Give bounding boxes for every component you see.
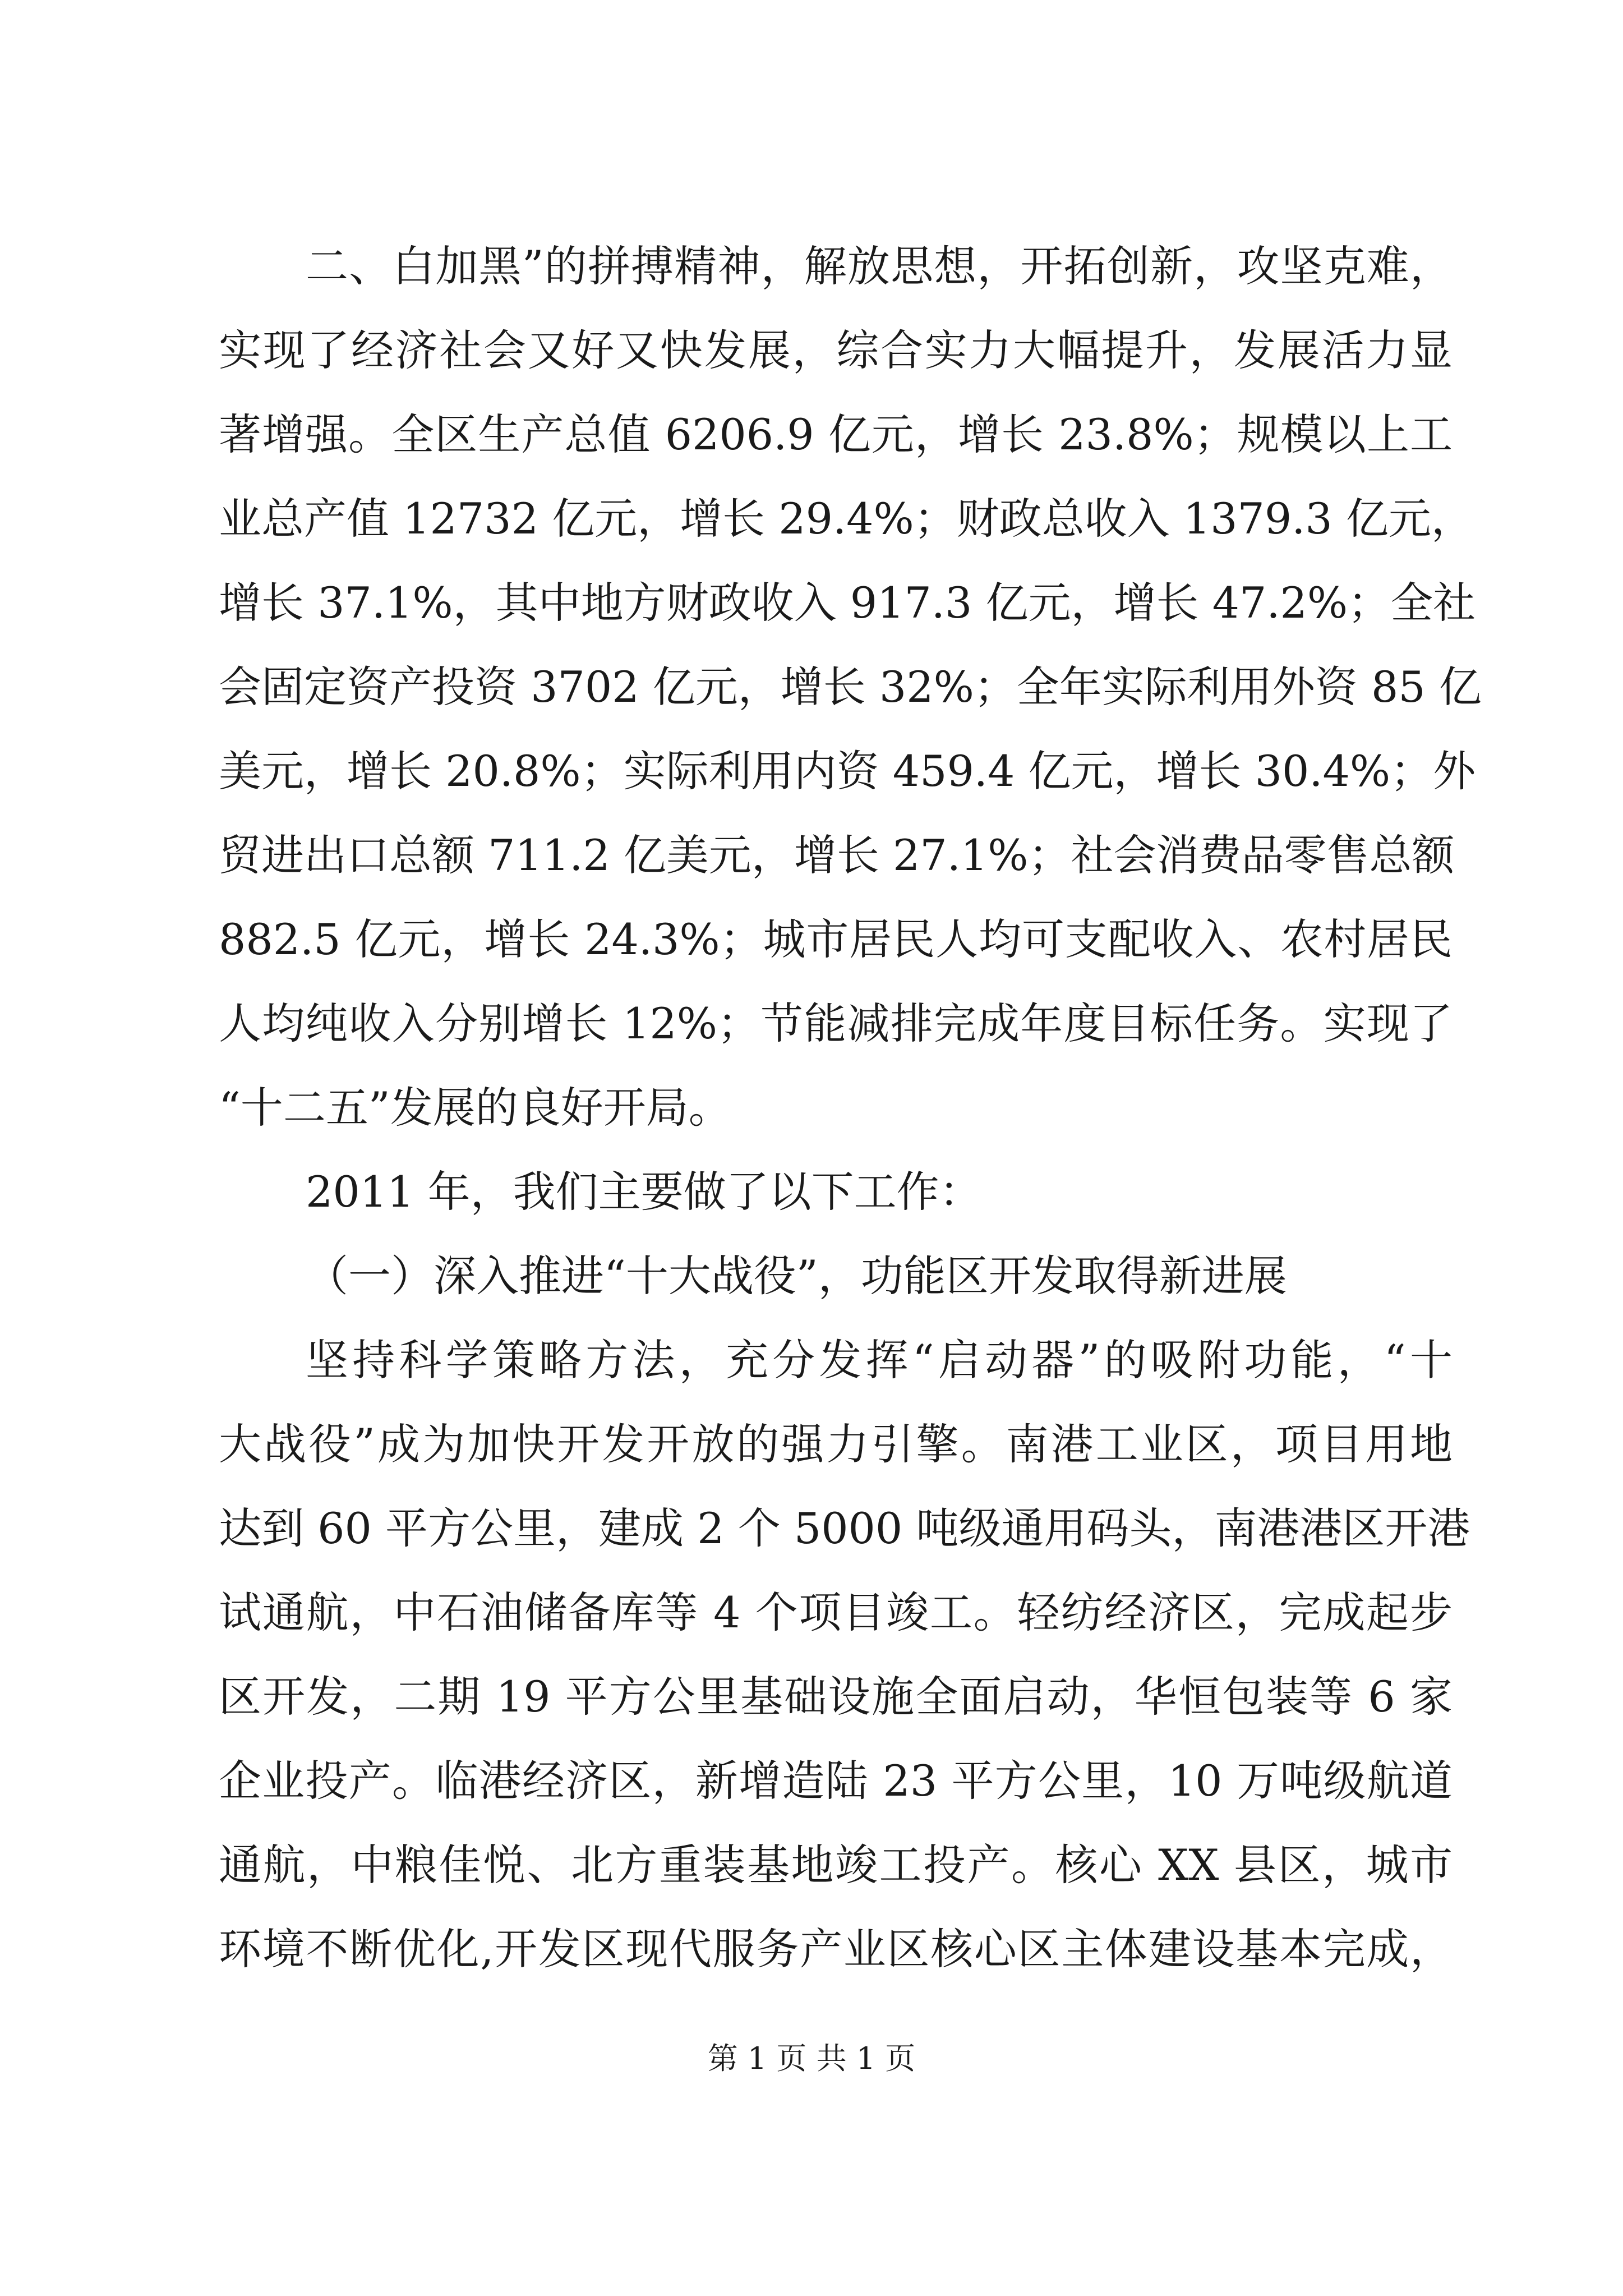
text-line: 增长 37.1%，其中地方财政收入 917.3 亿元，增长 47.2%；全社: [219, 578, 1476, 628]
text-line: 人均纯收入分别增长 12%；节能减排完成年度目标任务。实现了: [219, 999, 1453, 1048]
text-line: 业总产值 12732 亿元，增长 29.4%；财政总收入 1379.3 亿元，: [219, 494, 1474, 544]
text-line: 坚持科学策略方法，充分发挥“启动器”的吸附功能，“十: [306, 1335, 1453, 1385]
text-line: 通航，中粮佳悦、北方重装基地竣工投产。核心 XX 县区，城市: [219, 1840, 1453, 1890]
text-line: 2011 年，我们主要做了以下工作：: [306, 1167, 982, 1217]
text-line: 著增强。全区生产总值 6206.9 亿元，增长 23.8%；规模以上工: [219, 409, 1453, 459]
text-line: 区开发，二期 19 平方公里基础设施全面启动，华恒包装等 6 家: [219, 1672, 1453, 1722]
page-footer: 第 1 页 共 1 页: [707, 2041, 916, 2076]
text-line: 882.5 亿元，增长 24.3%；城市居民人均可支配收入、农村居民: [219, 914, 1453, 964]
text-line: “十二五”发展的良好开局。: [219, 1083, 731, 1133]
text-line: 环境不断优化,开发区现代服务产业区核心区主体建设基本完成，: [219, 1924, 1453, 1974]
section-heading: （一）深入推进“十大战役”，功能区开发取得新进展: [306, 1251, 1287, 1301]
text-line: 会固定资产投资 3702 亿元，增长 32%；全年实际利用外资 85 亿: [219, 662, 1482, 712]
text-line: 实现了经济社会又好又快发展，综合实力大幅提升，发展活力显: [219, 325, 1453, 375]
text-line: 大战役”成为加快开发开放的强力引擎。南港工业区，项目用地: [219, 1419, 1453, 1469]
text-line: 达到 60 平方公里，建成 2 个 5000 吨级通用码头，南港港区开港: [219, 1503, 1470, 1553]
text-line: 贸进出口总额 711.2 亿美元，增长 27.1%；社会消费品零售总额: [219, 830, 1455, 880]
text-line: 企业投产。临港经济区，新增造陆 23 平方公里，10 万吨级航道: [219, 1756, 1453, 1806]
text-line: 试通航，中石油储备库等 4 个项目竣工。轻纺经济区，完成起步: [219, 1588, 1453, 1637]
text-line: 美元，增长 20.8%；实际利用内资 459.4 亿元，增长 30.4%；外: [219, 746, 1476, 796]
text-line: 二、白加黑”的拼搏精神，解放思想，开拓创新，攻坚克难，: [306, 241, 1453, 291]
